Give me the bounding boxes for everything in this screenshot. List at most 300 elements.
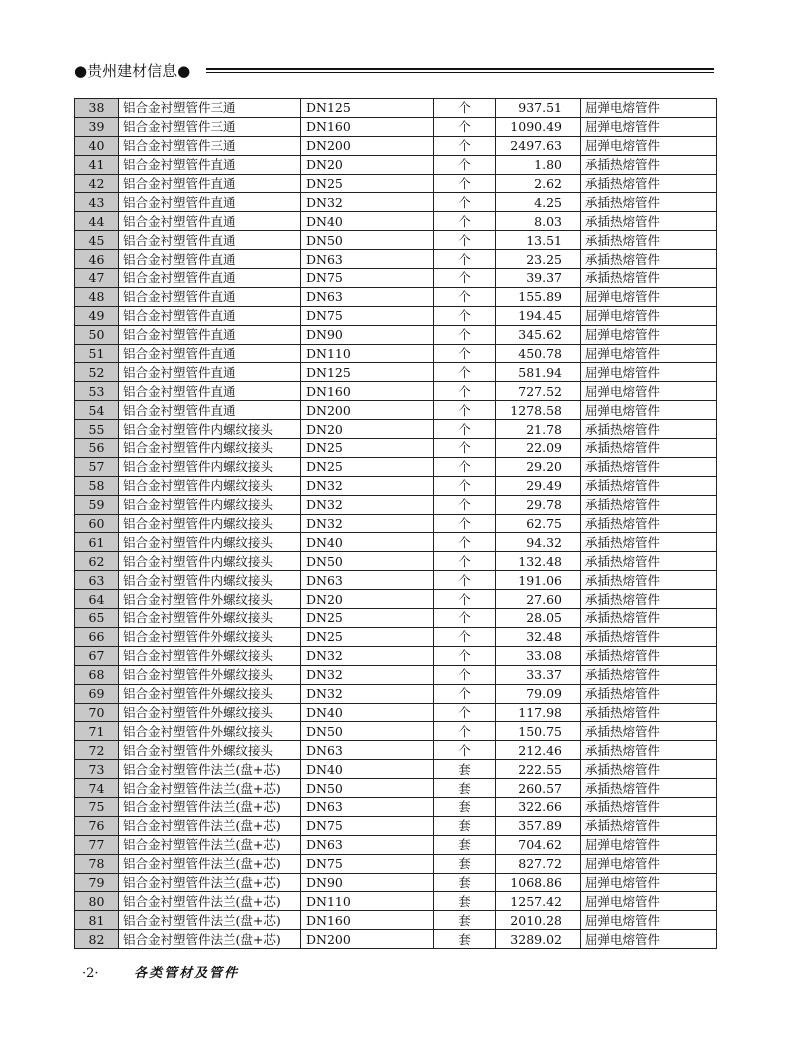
row-number: 61 (75, 533, 119, 552)
item-name: 铝合金衬塑管件外螺纹接头 (119, 627, 301, 646)
table-row (75, 99, 717, 118)
item-remark: 承插热熔管件 (581, 627, 717, 646)
row-number: 79 (75, 873, 119, 892)
item-spec: DN75 (301, 269, 434, 288)
item-name: 铝合金衬塑管件内螺纹接头 (119, 571, 301, 590)
item-unit: 个 (434, 533, 496, 552)
item-price: 150.75 (496, 722, 581, 741)
item-remark: 承插热熔管件 (581, 779, 717, 798)
item-spec: DN63 (301, 287, 434, 306)
item-spec: DN32 (301, 684, 434, 703)
item-name: 铝合金衬塑管件外螺纹接头 (119, 646, 301, 665)
item-spec: DN75 (301, 816, 434, 835)
item-price: 21.78 (496, 420, 581, 439)
row-number: 47 (75, 269, 119, 288)
item-unit: 个 (434, 420, 496, 439)
item-spec: DN63 (301, 835, 434, 854)
row-number: 50 (75, 325, 119, 344)
item-spec: DN32 (301, 495, 434, 514)
table-row (75, 684, 717, 703)
item-remark: 屈弹电熔管件 (581, 873, 717, 892)
item-name: 铝合金衬塑管件直通 (119, 250, 301, 269)
item-remark: 承插热熔管件 (581, 816, 717, 835)
item-remark: 承插热熔管件 (581, 155, 717, 174)
item-name: 铝合金衬塑管件法兰(盘+芯) (119, 911, 301, 930)
item-spec: DN25 (301, 439, 434, 458)
item-unit: 个 (434, 117, 496, 136)
table-row (75, 627, 717, 646)
table-row (75, 609, 717, 628)
header-rule-thin (206, 72, 714, 73)
item-spec: DN40 (301, 533, 434, 552)
item-remark: 屈弹电熔管件 (581, 892, 717, 911)
item-name: 铝合金衬塑管件内螺纹接头 (119, 476, 301, 495)
item-unit: 个 (434, 401, 496, 420)
item-remark: 承插热熔管件 (581, 269, 717, 288)
row-number: 72 (75, 741, 119, 760)
item-price: 212.46 (496, 741, 581, 760)
row-number: 60 (75, 514, 119, 533)
item-price: 29.49 (496, 476, 581, 495)
item-price: 94.32 (496, 533, 581, 552)
item-remark: 承插热熔管件 (581, 722, 717, 741)
item-price: 260.57 (496, 779, 581, 798)
table-row (75, 269, 717, 288)
row-number: 82 (75, 930, 119, 949)
item-unit: 个 (434, 703, 496, 722)
item-spec: DN40 (301, 703, 434, 722)
item-price: 704.62 (496, 835, 581, 854)
item-remark: 承插热熔管件 (581, 741, 717, 760)
item-remark: 屈弹电熔管件 (581, 117, 717, 136)
item-name: 铝合金衬塑管件外螺纹接头 (119, 741, 301, 760)
item-remark: 承插热熔管件 (581, 439, 717, 458)
item-spec: DN20 (301, 590, 434, 609)
row-number: 42 (75, 174, 119, 193)
item-unit: 个 (434, 665, 496, 684)
item-name: 铝合金衬塑管件法兰(盘+芯) (119, 835, 301, 854)
item-name: 铝合金衬塑管件内螺纹接头 (119, 420, 301, 439)
item-remark: 屈弹电熔管件 (581, 306, 717, 325)
item-unit: 个 (434, 741, 496, 760)
item-price: 29.78 (496, 495, 581, 514)
item-remark: 承插热熔管件 (581, 684, 717, 703)
item-remark: 承插热熔管件 (581, 760, 717, 779)
row-number: 66 (75, 627, 119, 646)
item-unit: 套 (434, 835, 496, 854)
table-row (75, 174, 717, 193)
item-spec: DN125 (301, 363, 434, 382)
item-name: 铝合金衬塑管件直通 (119, 155, 301, 174)
item-price: 3289.02 (496, 930, 581, 949)
table-row (75, 457, 717, 476)
table-row (75, 439, 717, 458)
item-name: 铝合金衬塑管件直通 (119, 363, 301, 382)
page-header (74, 58, 714, 84)
row-number: 62 (75, 552, 119, 571)
item-unit: 套 (434, 816, 496, 835)
item-price: 1278.58 (496, 401, 581, 420)
item-price: 1068.86 (496, 873, 581, 892)
item-price: 28.05 (496, 609, 581, 628)
item-price: 581.94 (496, 363, 581, 382)
item-remark: 承插热熔管件 (581, 476, 717, 495)
row-number: 75 (75, 797, 119, 816)
table-row (75, 420, 717, 439)
item-price: 191.06 (496, 571, 581, 590)
item-price: 1257.42 (496, 892, 581, 911)
item-remark: 承插热熔管件 (581, 571, 717, 590)
item-unit: 个 (434, 684, 496, 703)
item-price: 33.08 (496, 646, 581, 665)
item-spec: DN63 (301, 250, 434, 269)
item-price: 345.62 (496, 325, 581, 344)
item-name: 铝合金衬塑管件直通 (119, 193, 301, 212)
item-unit: 个 (434, 590, 496, 609)
table-row (75, 930, 717, 949)
item-name: 铝合金衬塑管件内螺纹接头 (119, 552, 301, 571)
table-row (75, 665, 717, 684)
item-price: 155.89 (496, 287, 581, 306)
item-remark: 承插热熔管件 (581, 590, 717, 609)
table-row (75, 155, 717, 174)
item-unit: 个 (434, 495, 496, 514)
item-price: 39.37 (496, 269, 581, 288)
row-number: 78 (75, 854, 119, 873)
item-price: 322.66 (496, 797, 581, 816)
item-name: 铝合金衬塑管件外螺纹接头 (119, 722, 301, 741)
item-remark: 承插热熔管件 (581, 703, 717, 722)
item-name: 铝合金衬塑管件外螺纹接头 (119, 590, 301, 609)
row-number: 73 (75, 760, 119, 779)
item-spec: DN90 (301, 873, 434, 892)
row-number: 64 (75, 590, 119, 609)
item-unit: 套 (434, 797, 496, 816)
row-number: 48 (75, 287, 119, 306)
item-name: 铝合金衬塑管件外螺纹接头 (119, 665, 301, 684)
item-unit: 个 (434, 231, 496, 250)
table-row (75, 382, 717, 401)
row-number: 53 (75, 382, 119, 401)
item-price: 2.62 (496, 174, 581, 193)
item-unit: 个 (434, 212, 496, 231)
item-name: 铝合金衬塑管件内螺纹接头 (119, 495, 301, 514)
item-name: 铝合金衬塑管件法兰(盘+芯) (119, 797, 301, 816)
row-number: 63 (75, 571, 119, 590)
row-number: 51 (75, 344, 119, 363)
row-number: 52 (75, 363, 119, 382)
table-row (75, 325, 717, 344)
item-unit: 个 (434, 287, 496, 306)
row-number: 45 (75, 231, 119, 250)
row-number: 54 (75, 401, 119, 420)
item-name: 铝合金衬塑管件直通 (119, 306, 301, 325)
row-number: 56 (75, 439, 119, 458)
item-spec: DN32 (301, 193, 434, 212)
item-name: 铝合金衬塑管件直通 (119, 287, 301, 306)
item-price: 79.09 (496, 684, 581, 703)
item-name: 铝合金衬塑管件直通 (119, 401, 301, 420)
row-number: 46 (75, 250, 119, 269)
row-number: 38 (75, 99, 119, 118)
row-number: 55 (75, 420, 119, 439)
item-price: 827.72 (496, 854, 581, 873)
table-row (75, 363, 717, 382)
item-spec: DN110 (301, 892, 434, 911)
item-unit: 个 (434, 363, 496, 382)
item-spec: DN25 (301, 174, 434, 193)
item-spec: DN25 (301, 457, 434, 476)
item-spec: DN90 (301, 325, 434, 344)
table-row (75, 722, 717, 741)
item-name: 铝合金衬塑管件外螺纹接头 (119, 684, 301, 703)
item-unit: 个 (434, 99, 496, 118)
item-price: 1090.49 (496, 117, 581, 136)
item-unit: 个 (434, 476, 496, 495)
row-number: 69 (75, 684, 119, 703)
item-price: 4.25 (496, 193, 581, 212)
item-unit: 个 (434, 136, 496, 155)
item-name: 铝合金衬塑管件法兰(盘+芯) (119, 892, 301, 911)
item-unit: 套 (434, 854, 496, 873)
price-table-body (75, 99, 717, 949)
table-row (75, 816, 717, 835)
table-row (75, 117, 717, 136)
table-row (75, 797, 717, 816)
row-number: 57 (75, 457, 119, 476)
item-name: 铝合金衬塑管件法兰(盘+芯) (119, 779, 301, 798)
item-price: 27.60 (496, 590, 581, 609)
table-row (75, 136, 717, 155)
item-remark: 承插热熔管件 (581, 457, 717, 476)
item-remark: 屈弹电熔管件 (581, 344, 717, 363)
item-spec: DN25 (301, 627, 434, 646)
item-unit: 个 (434, 457, 496, 476)
item-spec: DN200 (301, 930, 434, 949)
item-unit: 个 (434, 722, 496, 741)
header-rule-thick (206, 68, 714, 70)
item-price: 450.78 (496, 344, 581, 363)
item-spec: DN200 (301, 401, 434, 420)
item-price: 22.09 (496, 439, 581, 458)
item-remark: 承插热熔管件 (581, 797, 717, 816)
item-unit: 个 (434, 552, 496, 571)
header-title: ●贵州建材信息● (74, 62, 191, 80)
page-footer (82, 962, 239, 981)
item-price: 33.37 (496, 665, 581, 684)
item-price: 132.48 (496, 552, 581, 571)
item-unit: 个 (434, 609, 496, 628)
item-unit: 个 (434, 325, 496, 344)
item-unit: 个 (434, 174, 496, 193)
item-spec: DN63 (301, 741, 434, 760)
item-spec: DN160 (301, 117, 434, 136)
row-number: 81 (75, 911, 119, 930)
item-remark: 屈弹电熔管件 (581, 930, 717, 949)
item-unit: 个 (434, 250, 496, 269)
item-unit: 个 (434, 514, 496, 533)
row-number: 39 (75, 117, 119, 136)
row-number: 49 (75, 306, 119, 325)
item-unit: 套 (434, 873, 496, 892)
item-unit: 个 (434, 627, 496, 646)
item-price: 32.48 (496, 627, 581, 646)
item-remark: 屈弹电熔管件 (581, 401, 717, 420)
table-row (75, 250, 717, 269)
row-number: 41 (75, 155, 119, 174)
table-row (75, 571, 717, 590)
table-row (75, 779, 717, 798)
row-number: 70 (75, 703, 119, 722)
price-table (74, 98, 717, 949)
item-remark: 承插热熔管件 (581, 212, 717, 231)
item-price: 23.25 (496, 250, 581, 269)
item-remark: 屈弹电熔管件 (581, 835, 717, 854)
item-price: 117.98 (496, 703, 581, 722)
item-spec: DN32 (301, 514, 434, 533)
item-spec: DN75 (301, 306, 434, 325)
item-remark: 屈弹电熔管件 (581, 854, 717, 873)
item-remark: 屈弹电熔管件 (581, 382, 717, 401)
table-row (75, 533, 717, 552)
item-spec: DN125 (301, 99, 434, 118)
item-name: 铝合金衬塑管件三通 (119, 117, 301, 136)
table-row (75, 911, 717, 930)
row-number: 68 (75, 665, 119, 684)
item-price: 2497.63 (496, 136, 581, 155)
table-row (75, 476, 717, 495)
item-remark: 屈弹电熔管件 (581, 287, 717, 306)
item-spec: DN50 (301, 722, 434, 741)
item-remark: 承插热熔管件 (581, 174, 717, 193)
item-unit: 套 (434, 760, 496, 779)
table-row (75, 703, 717, 722)
item-name: 铝合金衬塑管件法兰(盘+芯) (119, 854, 301, 873)
item-unit: 个 (434, 439, 496, 458)
item-unit: 套 (434, 911, 496, 930)
item-price: 357.89 (496, 816, 581, 835)
item-spec: DN20 (301, 155, 434, 174)
item-spec: DN25 (301, 609, 434, 628)
item-remark: 屈弹电熔管件 (581, 911, 717, 930)
table-row (75, 552, 717, 571)
item-remark: 承插热熔管件 (581, 193, 717, 212)
table-row (75, 287, 717, 306)
item-spec: DN32 (301, 665, 434, 684)
item-name: 铝合金衬塑管件直通 (119, 269, 301, 288)
table-row (75, 344, 717, 363)
item-unit: 个 (434, 646, 496, 665)
item-remark: 承插热熔管件 (581, 514, 717, 533)
item-price: 8.03 (496, 212, 581, 231)
page-number: ·2· (82, 966, 99, 981)
item-name: 铝合金衬塑管件直通 (119, 382, 301, 401)
item-price: 222.55 (496, 760, 581, 779)
row-number: 44 (75, 212, 119, 231)
item-name: 铝合金衬塑管件法兰(盘+芯) (119, 930, 301, 949)
item-remark: 承插热熔管件 (581, 231, 717, 250)
item-name: 铝合金衬塑管件三通 (119, 136, 301, 155)
table-row (75, 760, 717, 779)
item-unit: 套 (434, 892, 496, 911)
item-price: 13.51 (496, 231, 581, 250)
item-price: 194.45 (496, 306, 581, 325)
item-name: 铝合金衬塑管件直通 (119, 344, 301, 363)
item-name: 铝合金衬塑管件直通 (119, 231, 301, 250)
table-row (75, 646, 717, 665)
row-number: 40 (75, 136, 119, 155)
item-spec: DN63 (301, 571, 434, 590)
item-unit: 套 (434, 930, 496, 949)
item-name: 铝合金衬塑管件内螺纹接头 (119, 514, 301, 533)
item-spec: DN20 (301, 420, 434, 439)
table-row (75, 854, 717, 873)
item-remark: 承插热熔管件 (581, 420, 717, 439)
item-spec: DN32 (301, 646, 434, 665)
table-row (75, 873, 717, 892)
item-unit: 套 (434, 779, 496, 798)
item-spec: DN40 (301, 760, 434, 779)
item-name: 铝合金衬塑管件直通 (119, 174, 301, 193)
item-remark: 承插热熔管件 (581, 609, 717, 628)
item-remark: 屈弹电熔管件 (581, 99, 717, 118)
item-name: 铝合金衬塑管件法兰(盘+芯) (119, 760, 301, 779)
item-remark: 承插热熔管件 (581, 646, 717, 665)
row-number: 71 (75, 722, 119, 741)
row-number: 80 (75, 892, 119, 911)
item-name: 铝合金衬塑管件三通 (119, 99, 301, 118)
item-spec: DN110 (301, 344, 434, 363)
item-price: 727.52 (496, 382, 581, 401)
item-price: 62.75 (496, 514, 581, 533)
row-number: 43 (75, 193, 119, 212)
item-spec: DN40 (301, 212, 434, 231)
table-row (75, 514, 717, 533)
item-remark: 屈弹电熔管件 (581, 136, 717, 155)
item-spec: DN50 (301, 552, 434, 571)
item-unit: 个 (434, 306, 496, 325)
table-row (75, 212, 717, 231)
item-spec: DN200 (301, 136, 434, 155)
item-name: 铝合金衬塑管件外螺纹接头 (119, 703, 301, 722)
row-number: 77 (75, 835, 119, 854)
item-remark: 承插热熔管件 (581, 665, 717, 684)
item-spec: DN50 (301, 779, 434, 798)
item-name: 铝合金衬塑管件内螺纹接头 (119, 439, 301, 458)
section-title: 各类管材及管件 (134, 966, 240, 981)
table-row (75, 590, 717, 609)
table-row (75, 193, 717, 212)
item-remark: 承插热熔管件 (581, 250, 717, 269)
item-spec: DN32 (301, 476, 434, 495)
item-spec: DN160 (301, 911, 434, 930)
row-number: 74 (75, 779, 119, 798)
item-unit: 个 (434, 344, 496, 363)
item-remark: 承插热熔管件 (581, 552, 717, 571)
row-number: 58 (75, 476, 119, 495)
item-unit: 个 (434, 155, 496, 174)
item-remark: 屈弹电熔管件 (581, 325, 717, 344)
item-spec: DN75 (301, 854, 434, 873)
item-price: 937.51 (496, 99, 581, 118)
row-number: 59 (75, 495, 119, 514)
item-spec: DN63 (301, 797, 434, 816)
item-price: 2010.28 (496, 911, 581, 930)
item-name: 铝合金衬塑管件外螺纹接头 (119, 609, 301, 628)
item-remark: 承插热熔管件 (581, 495, 717, 514)
item-unit: 个 (434, 269, 496, 288)
item-spec: DN50 (301, 231, 434, 250)
